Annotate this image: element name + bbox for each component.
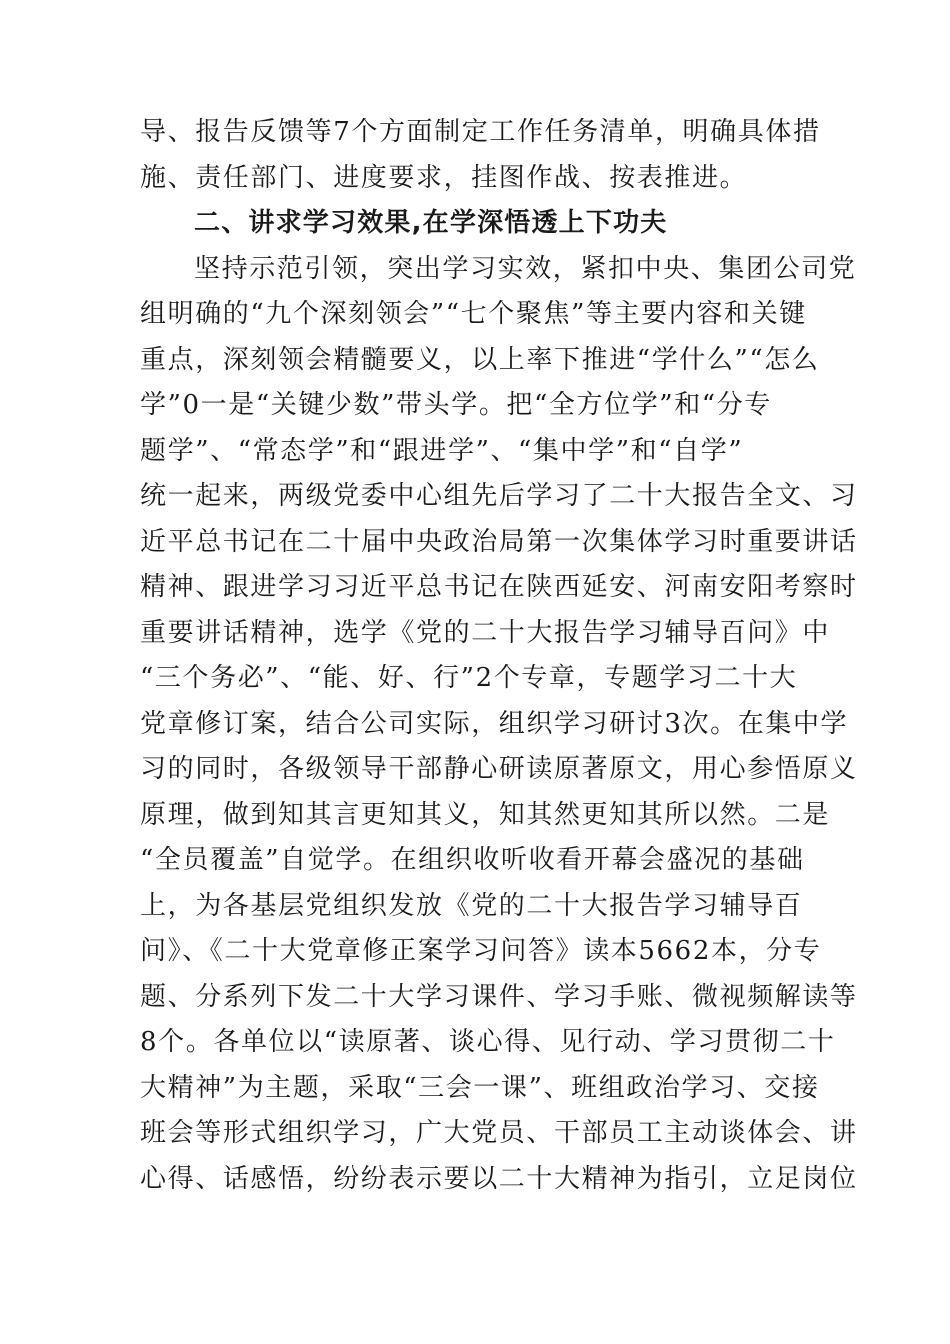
body-line: 题学”、“常态学”和“跟进学”、“集中学”和“自学” (140, 435, 744, 466)
body-line: 问》、《二十大党章修正案学习问答》读本5662本，分专 (140, 936, 822, 966)
body-line: 题、分系列下发二十大学习课件、学习手账、微视频解读等 (140, 981, 858, 1012)
body-line: 习的同时，各级领导干部静心研读原著原文，用心参悟原义 (140, 754, 858, 784)
body-line: 重点，深刻领会精髓要义，以上率下推进“学什么”“怎么 (140, 344, 820, 375)
body-line: 统一起来，两级党委中心组先后学习了二十大报告全文、习 (140, 481, 858, 511)
body-line: 原理，做到知其言更知其义，知其然更知其所以然。二是 (140, 799, 831, 830)
body-line: 施、责任部门、进度要求，挂图作战、按表推进。 (140, 162, 748, 193)
body-line: 8个。各单位以“读原著、谈心得、见行动、学习贯彻二十 (140, 1027, 836, 1057)
body-line: 精神、跟进学习习近平总书记在陕西延安、河南安阳考察时 (140, 572, 858, 602)
body-line: 组明确的“九个深刻领会”“七个聚焦”等主要内容和关键 (140, 299, 807, 329)
body-line: 大精神”为主题，采取“三会一课”、班组政治学习、交接 (140, 1072, 820, 1103)
body-line: 导、报告反馈等7个方面制定工作任务清单，明确具体措 (140, 117, 821, 147)
body-line: 上，为各基层党组织发放《党的二十大报告学习辅导百 (140, 890, 803, 921)
body-line: 重要讲话精神，选学《党的二十大报告学习辅导百问》中 (140, 617, 831, 648)
body-line: 学”0一是“关键少数”带头学。把“全方位学”和“分专 (140, 390, 772, 420)
body-line: 心得、话感悟，纷纷表示要以二十大精神为指引，立足岗位 (140, 1163, 858, 1194)
body-line: 近平总书记在二十届中央政治局第一次集体学习时重要讲话 (140, 526, 858, 557)
document-body (140, 110, 858, 1202)
body-line: “三个务必”、“能、好、行”2个专章，专题学习二十大 (140, 663, 798, 693)
body-line: 班会等形式组织学习，广大党员、干部员工主动谈体会、讲 (140, 1118, 858, 1148)
body-line: “全员覆盖”自觉学。在组织收听收看开幕会盛况的基础 (140, 845, 805, 875)
paragraph-first-line: 坚持示范引领，突出学习实效，紧扣中央、集团公司党 (194, 253, 857, 284)
section-heading: 二、讲求学习效果,在学深悟透上下功夫 (194, 208, 668, 238)
body-line: 党章修订案，结合公司实际，组织学习研讨3次。在集中学 (140, 708, 849, 739)
